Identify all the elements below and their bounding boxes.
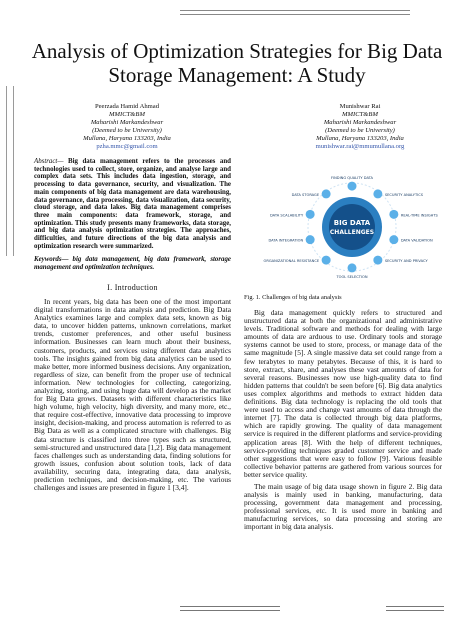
challenge-label: DATA STORAGE: [291, 192, 320, 197]
challenge-icon: [306, 235, 315, 244]
author-place: Mullana, Haryana 133203, India: [83, 135, 171, 142]
abstract: [34, 158, 231, 250]
figure-caption: Fig. 1. Challenges of big data analysis: [244, 294, 342, 301]
left-column: [34, 158, 231, 492]
challenge-icon: [389, 210, 398, 219]
challenge-label: REAL-TIME INSIGHTS: [400, 213, 438, 218]
challenges-diagram: [252, 165, 452, 287]
side-margin-rule: [6, 86, 14, 256]
challenge-icon: [322, 256, 331, 265]
challenge-label: DATA INTEGRATION: [268, 238, 304, 243]
author-name: Munishwar Rai: [339, 103, 381, 110]
center-disc: [329, 204, 375, 250]
author-dept: MMICT&BM: [342, 111, 378, 118]
challenge-label: DATA SCALABILITY: [269, 213, 304, 218]
author-name: Peerzada Hamid Ahmad: [94, 103, 160, 110]
challenge-label: SECURITY AND PRIVACY: [384, 259, 428, 264]
abstract-text: Big data management refers to the processes and technologies used to collect, store, organize, and analyse large and complex data sets. This includes data ingestion, storage, and processing to data governance, security, and visualization. The main components of big data management are data warehousing, data governance, data processing, data visualization, data security, cloud storage, and data lakes. Big data management comprises three main components: data framework, storage, and optimization. This study presents many frameworks, data storage, and big data analysis optimization strategies. The approaches, difficulties, and future directions of the big data analysis and optimization research were summarized.: [34, 158, 231, 250]
section-heading: I. Introduction: [107, 282, 158, 292]
author-univ2: (Deemed to be University): [325, 127, 395, 134]
author-email[interactable]: pzha.mmc@gmail.com: [96, 143, 158, 150]
challenge-icon: [373, 189, 382, 198]
keywords: [34, 256, 231, 271]
challenge-label: SECURITY ANALYTICS: [384, 192, 424, 197]
right-column: [244, 309, 442, 532]
figure-1: [252, 165, 452, 287]
body-paragraph: The main usage of big data usage shown in figure 2. Big data analysis is mainly used in banking, manufacturing, data processing, government data management and processing, professional services, etc. It is used more in banking and manufacturing services, so data processing and storing are important in big data analysis.: [244, 481, 442, 532]
challenge-label: DATA VALIDATION: [400, 238, 433, 243]
challenge-label: TOOL SELECTION: [336, 274, 368, 279]
challenge-label: ORGANIZATIONAL RESISTANCE: [263, 259, 320, 264]
challenge-icon: [348, 182, 357, 191]
challenge-label: FINDING QUALITY DATA: [330, 176, 374, 181]
keywords-lead: Keywords—: [34, 256, 69, 264]
abstract-lead: Abstract—: [34, 158, 64, 165]
author-block-1: [42, 103, 212, 151]
author-block-2: [275, 103, 445, 151]
center-label-1: BIG DATA: [333, 219, 371, 227]
center-label-2: CHALLENGES: [329, 229, 375, 236]
footer-rule-left: [180, 606, 280, 611]
author-univ2: (Deemed to be University): [92, 127, 162, 134]
challenge-icon: [322, 189, 331, 198]
keywords-text: big data management, big data framework, storage management and optimization techniques.: [34, 256, 231, 272]
author-univ: Maharishi Markandeshwar: [90, 119, 164, 126]
title-line-2: Storage Management: A Study: [108, 63, 366, 87]
challenge-icon: [306, 210, 315, 219]
footer-rule-right: [386, 606, 444, 611]
challenge-icon: [389, 235, 398, 244]
author-place: Mullana, Haryana 133203, India: [316, 135, 404, 142]
challenge-icon: [373, 256, 382, 265]
paper-title: [20, 39, 454, 87]
intro-paragraph: In recent years, big data has been one of the most important digital transformations in data analysis and prediction. Big Data Analytics examines large and complex data sets, known as big data, to uncover hidden patterns, unknown correlations, market trends, customer preferences, and other useful business information. Businesses can learn much about their business, customers, products, and services using different data analytics tools. The insights gained from big data analytics can be used to make better, more informed business decisions. Any organization, regardless of size, can benefit from the proper use of technical information. New technologies for collecting, categorizing, analyzing, storing, and using huge data will develop as the market for Big Data grows. Datasets with different characteristics like high volume, high velocity, high diversity, and many more, etc., that require cost-effective, innovative data processing to improve insight, decision-making, and process automation is referred to as Big Data as well as a complicated structure with challenges. Big data structure is classified into three types such as structured, semi-structured and unstructured data [1,2]. Big data management faces challenges such as understanding data, finding solutions for growth issues, confusion about solution tools, lack of data availability, securing data, integrating data, data analysis, prediction techniques, and decision-making, etc. The various challenges and issues are presented in figure 1 [3,4].: [34, 296, 231, 493]
author-dept: MMICT&BM: [109, 111, 145, 118]
author-univ: Maharishi Markandeshwar: [323, 119, 397, 126]
body-paragraph: Big data management quickly refers to structured and unstructured data at both the organizational and administrative levels. Traditional software and methods for dealing with large amounts of data are arduous to use. Ordinary tools and storage systems cannot be used to store, process, or manage data of the same magnitude [5]. A single massive data set could range from a few terabytes to many petabytes. Because of this, it is hard to store, extract, share, and analyses these vast amounts of data for several reasons. Businesses now use high-quality data to find hidden patterns that couldn't be seen before [6]. Big data analytics uses complex algorithms and methods to extract hidden data definitions. Big data technology is replacing the old tools that were used to access and change vast amounts of data through the internet [7]. The data is collected through big data platforms, which are rapidly growing. The quality of data management service is required in the different platforms and service-providing application areas [8]. With the help of different techniques, service-providing techniques graded customer service and made other suggestions that were easy to follow [9]. Various feasible collective behavior patterns are gathered from various sources for better service quality.: [244, 308, 442, 479]
author-email[interactable]: munishwar.rai@mmumullana.org: [315, 143, 405, 150]
challenge-icon: [348, 263, 357, 272]
header-rule: [180, 10, 410, 15]
title-line-1: Analysis of Optimization Strategies for Big Data: [31, 39, 443, 63]
